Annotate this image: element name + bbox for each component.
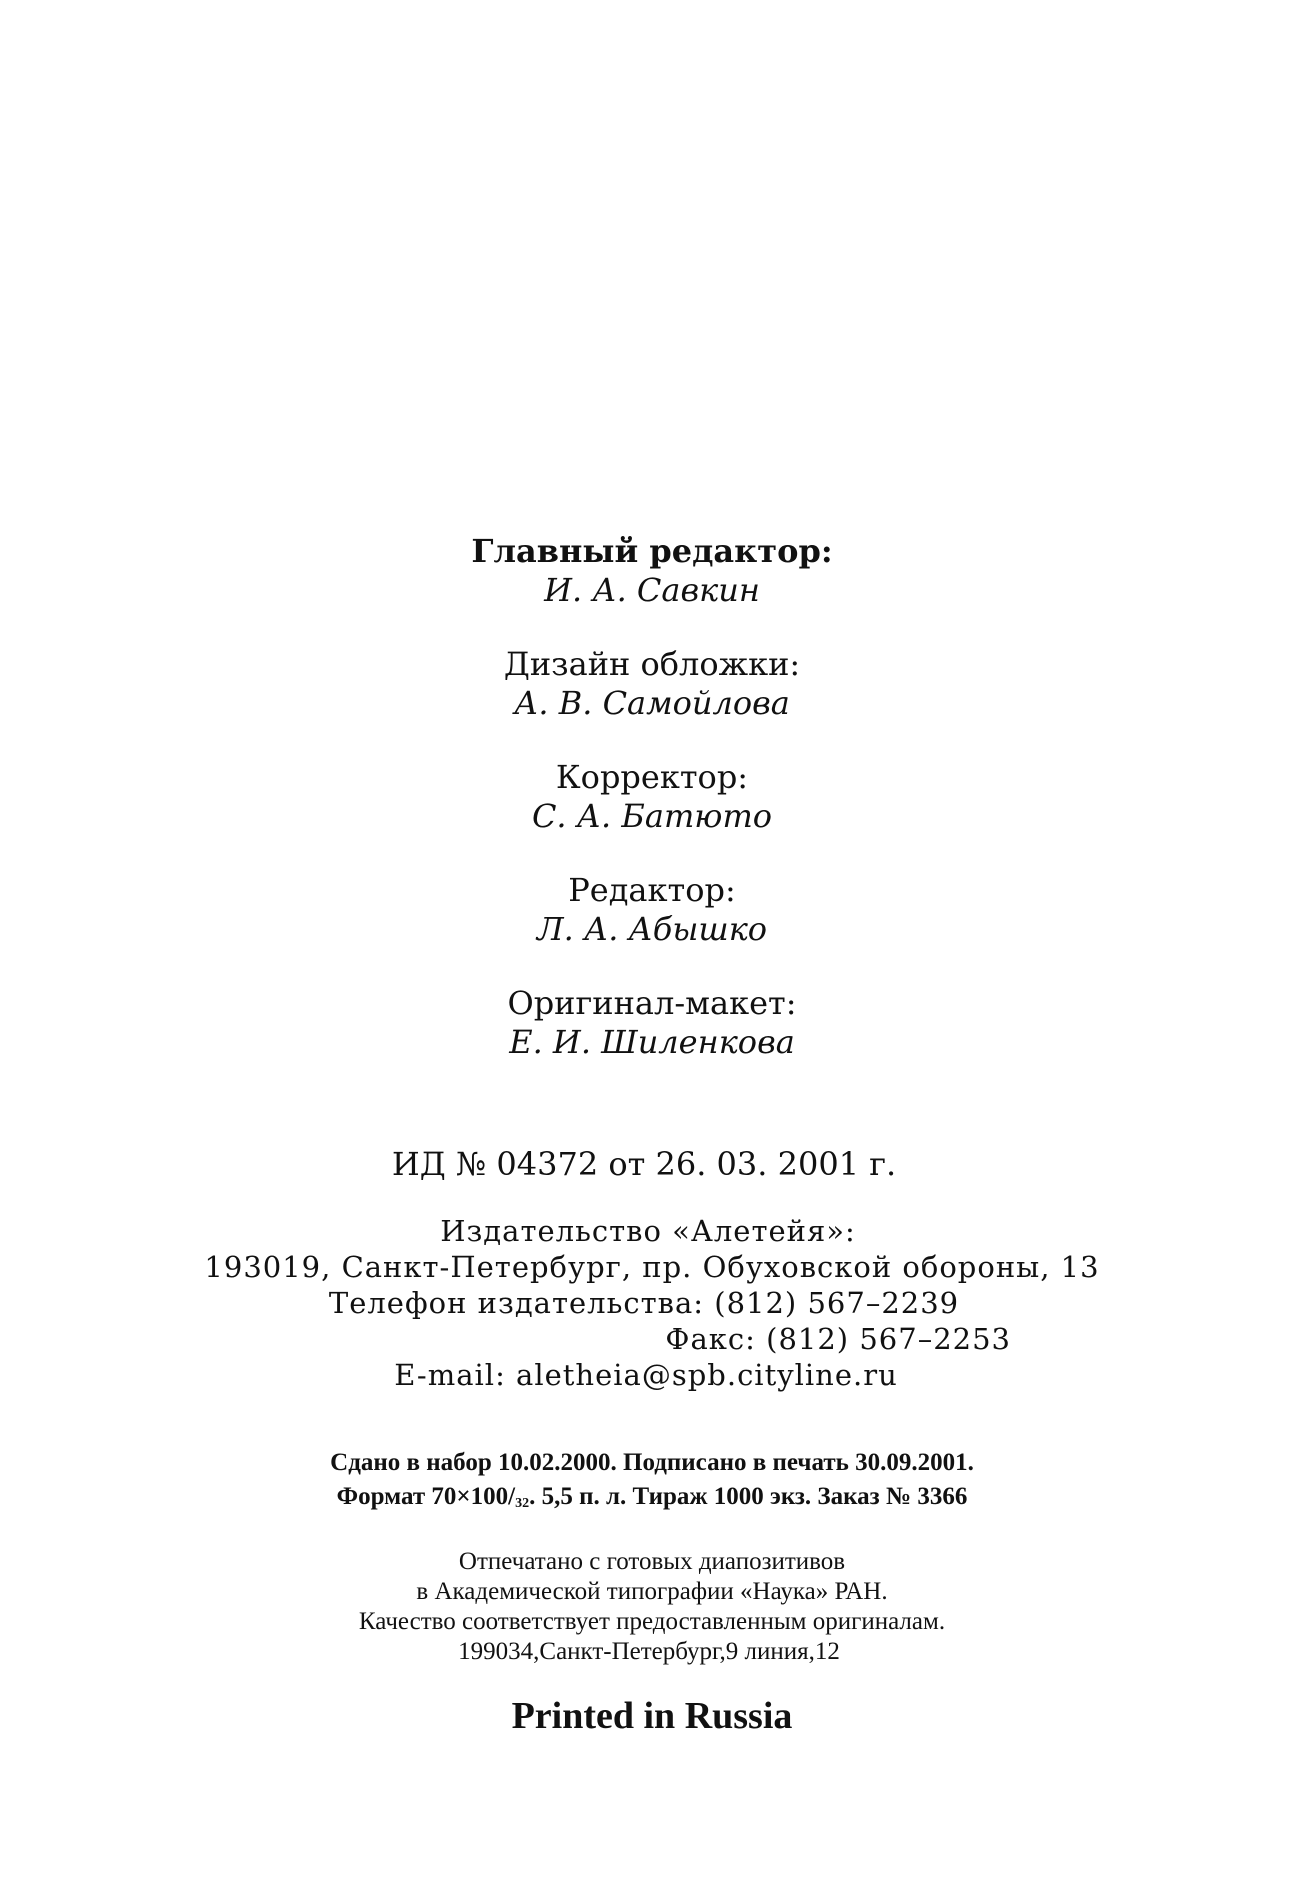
chief-editor-role: Главный редактор: [471, 532, 833, 570]
printer-line-2: в Академической типографии «Наука» РАН. [416, 1578, 888, 1605]
publisher-phone: Телефон издательства: (812) 567–2239 [328, 1286, 960, 1320]
production-dates: Сдано в набор 10.02.2000. Подписано в печать 30.09.2001. [330, 1449, 974, 1476]
cover-design-name: А. В. Самойлова [514, 684, 790, 722]
printer-line-4: 199034,Санкт-Петербург,9 линия,12 [458, 1638, 840, 1665]
layout-role: Оригинал-макет: [507, 984, 797, 1022]
format-prefix: Формат 70×100/ [336, 1483, 516, 1510]
editor-name: Л. А. Абышко [536, 910, 768, 948]
chief-editor-name: И. А. Савкин [544, 571, 760, 609]
editor-role: Редактор: [568, 871, 736, 909]
printer-line-1: Отпечатано с готовых диапозитивов [458, 1548, 846, 1575]
license-number: ИД № 04372 от 26. 03. 2001 г. [391, 1145, 897, 1183]
proofreader-role: Корректор: [555, 758, 749, 796]
format-rest: . 5,5 п. л. Тираж 1000 экз. Заказ № 3366 [529, 1483, 968, 1510]
publisher-address: 193019, Санкт-Петербург, пр. Обуховской обороны, 13 [204, 1250, 1100, 1284]
publisher-name: Издательство «Алетейя»: [440, 1214, 856, 1248]
production-format [0, 1484, 1304, 1511]
printer-line-3: Качество соответствует предоставленным оригиналам. [358, 1608, 946, 1635]
cover-design-role: Дизайн обложки: [503, 645, 801, 683]
publisher-fax: Факс: (812) 567–2253 [665, 1322, 1011, 1356]
format-subscript: 32 [515, 1496, 530, 1511]
printed-in-country: Printed in Russia [511, 1695, 793, 1737]
proofreader-name: С. А. Батюто [531, 797, 773, 835]
publisher-email: E-mail: aletheia@spb.cityline.ru [394, 1358, 898, 1392]
layout-name: Е. И. Шиленкова [509, 1023, 795, 1061]
